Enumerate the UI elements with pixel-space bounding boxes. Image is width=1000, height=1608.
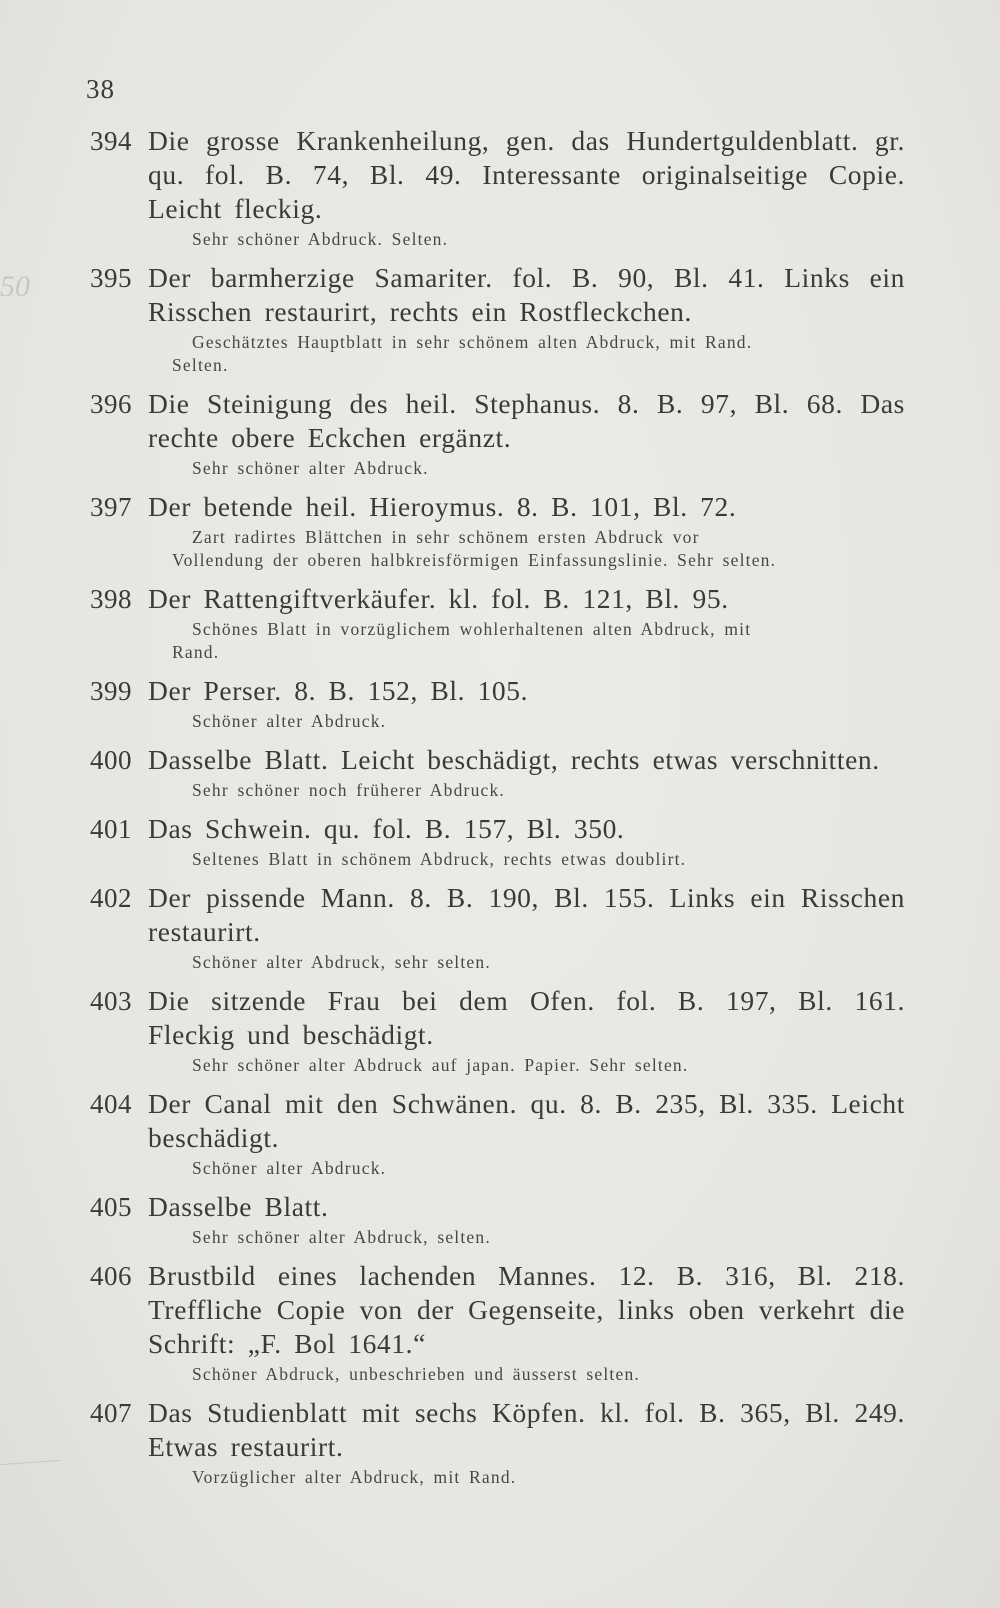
entry-note bbox=[148, 1226, 905, 1249]
entry-title: Der barmherzige Samariter. fol. B. 90, Bl. 41. Links ein Risschen restaurirt, rechts ein Rostfleckchen. bbox=[148, 262, 905, 327]
entry-number: 405 bbox=[90, 1192, 132, 1222]
catalog-entries bbox=[90, 124, 905, 1499]
entry-number: 407 bbox=[90, 1398, 132, 1428]
entry-note-text: Sehr schöner Abdruck. Selten. bbox=[192, 229, 449, 249]
entry-note-text: Sehr schöner alter Abdruck auf japan. Papier. Sehr selten. bbox=[192, 1055, 689, 1075]
entry-note bbox=[148, 228, 905, 251]
entry-title: Die sitzende Frau bei dem Ofen. fol. B. 197, Bl. 161. Fleckig und beschädigt. bbox=[148, 985, 905, 1050]
entry-note bbox=[148, 779, 905, 802]
entry-note-text: Geschätztes Hauptblatt in sehr schönem alten Abdruck, mit Rand. bbox=[192, 332, 753, 352]
entry-note bbox=[148, 1157, 905, 1180]
entry-note-text: Schönes Blatt in vorzüglichem wohlerhaltenen alten Abdruck, mit bbox=[192, 619, 752, 639]
entry-number: 403 bbox=[90, 986, 132, 1016]
entry-note bbox=[148, 331, 905, 377]
entry-note bbox=[148, 848, 905, 871]
entry-title: Dasselbe Blatt. bbox=[148, 1191, 329, 1222]
catalog-entry bbox=[90, 387, 905, 480]
page-number: 38 bbox=[86, 74, 115, 104]
entry-note-text: Sehr schöner noch früherer Abdruck. bbox=[192, 780, 506, 800]
entry-title: Der Canal mit den Schwänen. qu. 8. B. 235, Bl. 335. Leicht beschädigt. bbox=[148, 1088, 905, 1153]
entry-note bbox=[148, 1466, 905, 1489]
entry-note-text: Schöner alter Abdruck, sehr selten. bbox=[192, 952, 491, 972]
entry-note-text: Sehr schöner alter Abdruck, selten. bbox=[192, 1227, 491, 1247]
entry-note bbox=[148, 951, 905, 974]
catalog-entry bbox=[90, 490, 905, 572]
entry-title: Der pissende Mann. 8. B. 190, Bl. 155. Links ein Risschen restaurirt. bbox=[148, 882, 905, 947]
pencil-margin-line bbox=[0, 1460, 60, 1465]
catalog-entry bbox=[90, 743, 905, 802]
entry-note-text: Schöner Abdruck, unbeschrieben und äusserst selten. bbox=[192, 1364, 640, 1384]
entry-number: 397 bbox=[90, 492, 132, 522]
entry-note-text: Sehr schöner alter Abdruck. bbox=[192, 458, 429, 478]
entry-number: 399 bbox=[90, 676, 132, 706]
entry-note bbox=[148, 618, 905, 664]
catalog-entry bbox=[90, 1259, 905, 1386]
entry-note-text: Vorzüglicher alter Abdruck, mit Rand. bbox=[192, 1467, 517, 1487]
entry-number: 400 bbox=[90, 745, 132, 775]
entry-number: 394 bbox=[90, 126, 132, 156]
pencil-margin-mark: 50 bbox=[0, 270, 30, 303]
catalog-entry bbox=[90, 881, 905, 974]
entry-title: Der Rattengiftverkäufer. kl. fol. B. 121, Bl. 95. bbox=[148, 583, 729, 614]
catalog-entry bbox=[90, 582, 905, 664]
entry-note bbox=[148, 457, 905, 480]
entry-title: Das Studienblatt mit sechs Köpfen. kl. fol. B. 365, Bl. 249. Etwas restaurirt. bbox=[148, 1397, 905, 1462]
entry-title: Das Schwein. qu. fol. B. 157, Bl. 350. bbox=[148, 813, 625, 844]
catalog-entry bbox=[90, 1396, 905, 1489]
entry-note-text: Schöner alter Abdruck. bbox=[192, 711, 387, 731]
entry-note-continuation: Vollendung der oberen halbkreisförmigen Einfassungslinie. Sehr selten. bbox=[172, 550, 777, 570]
entry-note bbox=[148, 1054, 905, 1077]
catalog-entry bbox=[90, 124, 905, 251]
entry-title: Brustbild eines lachenden Mannes. 12. B. 316, Bl. 218. Treffliche Copie von der Gegenseite, links oben verkehrt die Schrift: „F. Bol 1641.“ bbox=[148, 1260, 905, 1359]
entry-title: Der Perser. 8. B. 152, Bl. 105. bbox=[148, 675, 529, 706]
entry-number: 398 bbox=[90, 584, 132, 614]
entry-note-continuation: Rand. bbox=[172, 642, 220, 662]
entry-number: 401 bbox=[90, 814, 132, 844]
entry-note bbox=[148, 710, 905, 733]
entry-number: 406 bbox=[90, 1261, 132, 1291]
entry-title: Der betende heil. Hieroymus. 8. B. 101, Bl. 72. bbox=[148, 491, 737, 522]
entry-title: Dasselbe Blatt. Leicht beschädigt, rechts etwas verschnitten. bbox=[148, 744, 880, 775]
entry-note-text: Schöner alter Abdruck. bbox=[192, 1158, 387, 1178]
entry-title: Die grosse Krankenheilung, gen. das Hundertguldenblatt. gr. qu. fol. B. 74, Bl. 49. Interessante originalseitige Copie. Leicht fleckig. bbox=[148, 125, 905, 224]
entry-note-text: Zart radirtes Blättchen in sehr schönem ersten Abdruck vor bbox=[192, 527, 700, 547]
entry-number: 396 bbox=[90, 389, 132, 419]
entry-number: 404 bbox=[90, 1089, 132, 1119]
catalog-entry bbox=[90, 1190, 905, 1249]
catalog-entry bbox=[90, 674, 905, 733]
entry-note-continuation: Selten. bbox=[172, 355, 229, 375]
entry-note-text: Seltenes Blatt in schönem Abdruck, rechts etwas doublirt. bbox=[192, 849, 687, 869]
entry-note bbox=[148, 1363, 905, 1386]
entry-number: 402 bbox=[90, 883, 132, 913]
catalog-entry bbox=[90, 812, 905, 871]
catalog-entry bbox=[90, 1087, 905, 1180]
entry-number: 395 bbox=[90, 263, 132, 293]
catalog-entry bbox=[90, 261, 905, 377]
entry-note bbox=[148, 526, 905, 572]
entry-title: Die Steinigung des heil. Stephanus. 8. B. 97, Bl. 68. Das rechte obere Eckchen ergänzt. bbox=[148, 388, 905, 453]
catalog-entry bbox=[90, 984, 905, 1077]
